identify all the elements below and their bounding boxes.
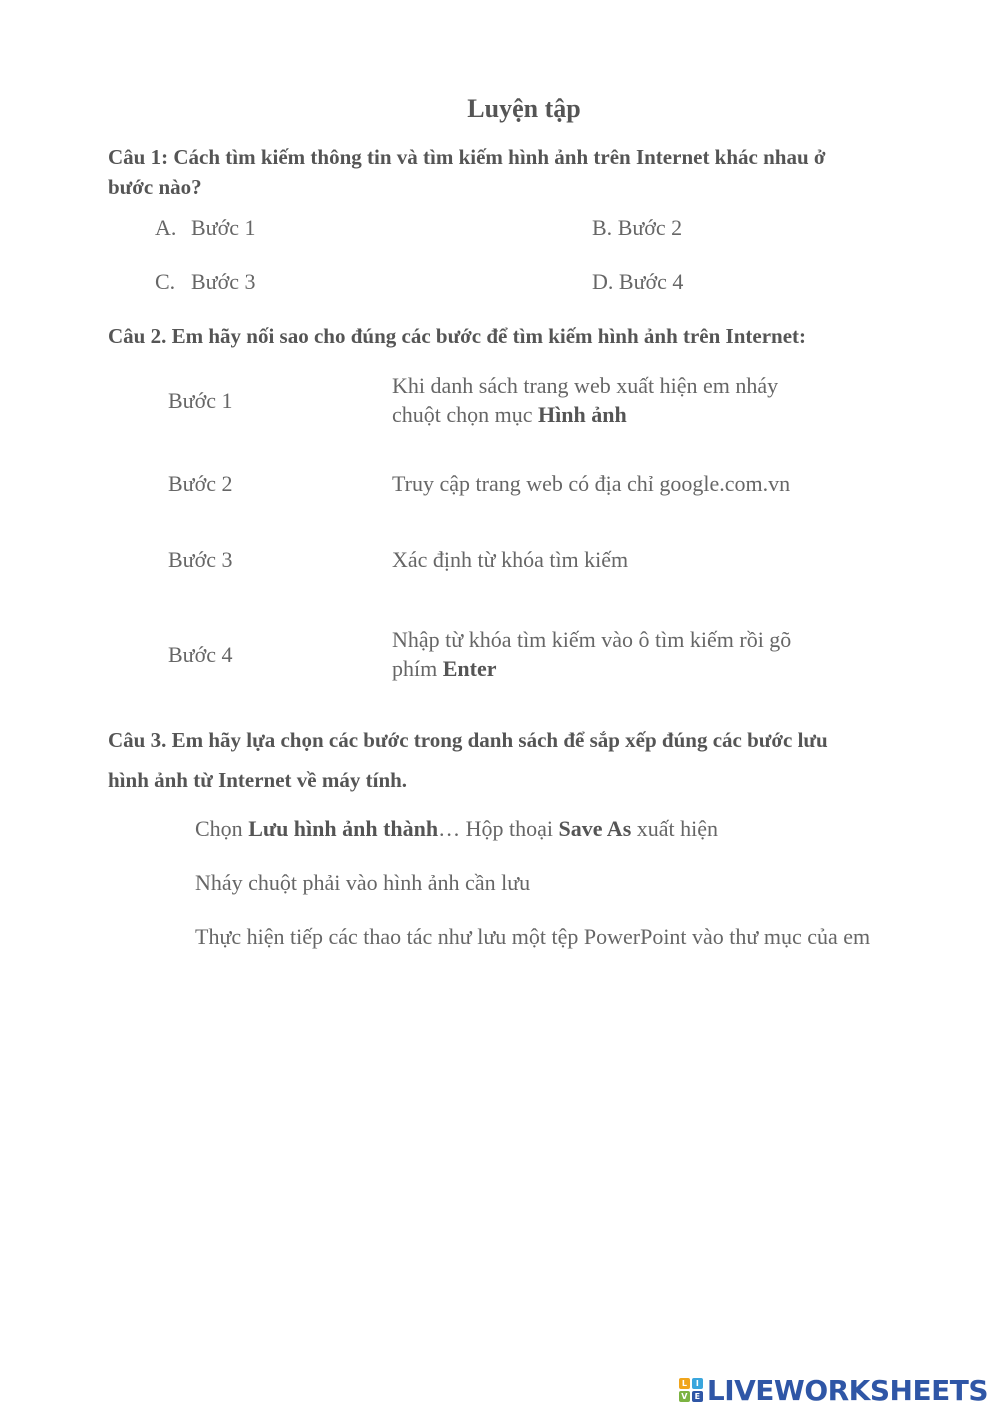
match-right-3[interactable]	[392, 545, 852, 574]
sort-step-1[interactable]	[195, 814, 718, 844]
option-c-text: Bước 3	[191, 269, 256, 294]
match-right-1[interactable]	[392, 371, 852, 429]
option-d-letter: D.	[592, 269, 614, 294]
sort-step-3-text: Thực hiện tiếp các thao tác như lưu một tệp PowerPoint vào thư mục của em	[195, 924, 871, 949]
sort-step-1-bold-a: Lưu hình ảnh thành	[248, 816, 439, 841]
liveworksheets-logo-mark	[679, 1378, 703, 1402]
match-right-1-plain: chuột chọn mục	[392, 402, 539, 427]
sort-step-3[interactable]	[195, 922, 870, 952]
liveworksheets-logo-text: LIVEWORKSHEETS	[706, 1373, 988, 1407]
logo-mark-v: V	[679, 1391, 690, 1402]
question-2: Câu 2. Em hãy nối sao cho đúng các bước để tìm kiếm hình ảnh trên Internet:	[108, 324, 807, 348]
match-right-4[interactable]	[392, 625, 852, 683]
sort-step-2[interactable]	[195, 868, 530, 898]
question-3-line-1: Câu 3. Em hãy lựa chọn các bước trong danh sách để sắp xếp đúng các bước lưu	[108, 728, 828, 752]
question-3-line-2: hình ảnh từ Internet về máy tính.	[108, 768, 408, 792]
option-a-letter: A.	[155, 215, 177, 240]
match-right-2-line-1: Truy cập trang web có địa chỉ google.com.vn	[392, 471, 791, 496]
logo-mark-i: I	[692, 1378, 703, 1389]
question-1-line-1: Câu 1: Cách tìm kiếm thông tin và tìm kiếm hình ảnh trên Internet khác nhau ở	[108, 145, 826, 169]
match-right-1-line-2	[392, 400, 852, 429]
match-right-4-plain: phím	[392, 656, 443, 681]
liveworksheets-logo	[679, 1372, 988, 1408]
option-a[interactable]	[155, 213, 256, 243]
match-left-3[interactable]: Bước 3	[168, 547, 233, 572]
option-b-text: Bước 2	[617, 215, 683, 240]
logo-mark-e: E	[692, 1391, 703, 1402]
match-left-1[interactable]: Bước 1	[168, 388, 233, 413]
sort-step-2-text: Nháy chuột phải vào hình ảnh cần lưu	[195, 870, 531, 895]
question-1-line-2: bước nào?	[108, 175, 202, 199]
match-right-4-line-2	[392, 654, 852, 683]
match-left-4[interactable]: Bước 4	[168, 642, 233, 667]
option-b[interactable]	[592, 213, 682, 243]
match-right-3-line-1: Xác định từ khóa tìm kiếm	[392, 547, 629, 572]
question-3	[108, 720, 948, 800]
option-c-letter: C.	[155, 269, 176, 294]
option-b-letter: B.	[592, 215, 613, 240]
page-title: Luyện tập	[467, 94, 581, 123]
match-right-1-bold: Hình ảnh	[538, 402, 627, 427]
match-right-2[interactable]	[392, 469, 852, 498]
sort-step-1-text-b: … Hộp thoại	[438, 816, 559, 841]
logo-mark-l: L	[679, 1378, 690, 1389]
option-d-text: Bước 4	[618, 269, 684, 294]
match-left-2[interactable]: Bước 2	[168, 471, 233, 496]
match-right-4-bold: Enter	[442, 656, 497, 681]
sort-step-1-bold-b: Save As	[558, 816, 632, 841]
question-1	[108, 142, 928, 202]
option-a-text: Bước 1	[191, 215, 256, 240]
match-right-4-line-1: Nhập từ khóa tìm kiếm vào ô tìm kiếm rồi gõ	[392, 627, 792, 652]
match-right-1-line-1: Khi danh sách trang web xuất hiện em nháy	[392, 373, 779, 398]
option-d[interactable]	[592, 267, 683, 297]
sort-step-1-text-a: Chọn	[195, 816, 249, 841]
option-c[interactable]	[155, 267, 256, 297]
sort-step-1-text-c: xuất hiện	[631, 816, 719, 841]
